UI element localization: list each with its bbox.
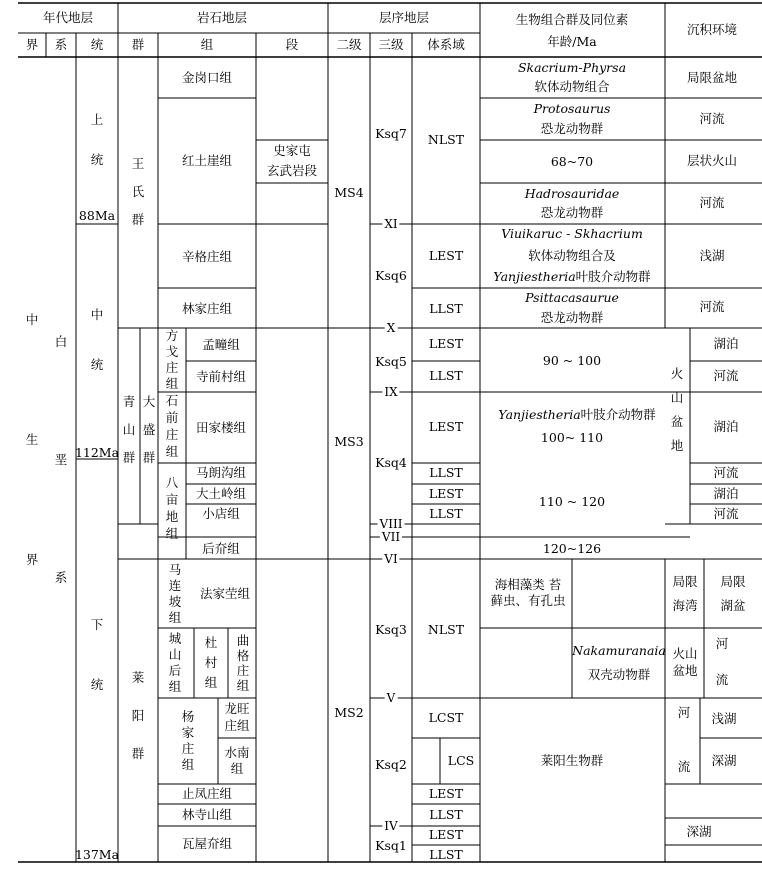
- fm-xingezhuang: 辛格庄组: [181, 249, 233, 264]
- fm-chengshanhou: 城山后组: [168, 631, 182, 694]
- group-laiyang: 莱阳群: [131, 670, 145, 761]
- boundary-viii: VIII: [379, 517, 403, 531]
- age-137: 137Ma: [74, 847, 120, 862]
- env-deep-lake-2: 深湖: [686, 824, 712, 839]
- tract-lcs: LCS: [447, 753, 475, 768]
- bio-psittacasaurue: Psittacasaurue: [525, 290, 619, 305]
- header-era: 年代地层: [42, 10, 94, 25]
- header-bio: 生物组合群及同位素: [515, 12, 629, 27]
- fm-zhifengzhuang: 止凤庄组: [181, 786, 233, 801]
- bio-mollusc-2: 软体动物组合及: [528, 248, 616, 263]
- bio-marine-algae: 海相藻类 苔: [494, 577, 562, 592]
- fm-shiqianzhuang: 石前庄组: [165, 393, 179, 459]
- env-river-2: 河流: [699, 195, 725, 210]
- env-deep-lake: 深湖: [711, 753, 737, 768]
- header-duan: 段: [285, 37, 299, 52]
- fm-longwangzhuang-1: 龙旺: [224, 701, 250, 716]
- fm-hongtuya: 红土崖组: [181, 153, 233, 168]
- fm-siqiancun: 寺前村组: [195, 369, 247, 384]
- env-river-8: 河流: [677, 705, 691, 774]
- seq-ms3: MS3: [334, 434, 364, 449]
- mbr-xuanwuyan: 玄武岩段: [266, 163, 318, 178]
- bio-yanjiestheria-1: Yanjiestheria叶肢介动物群: [493, 269, 651, 284]
- lower-series-label: 下统: [90, 617, 104, 692]
- env-river-5: 河流: [713, 465, 739, 480]
- fm-mengtong: 孟疃组: [202, 337, 240, 352]
- tract-nlst-1: NLST: [427, 132, 465, 147]
- fm-tianjialou: 田家楼组: [195, 420, 247, 435]
- age-88: 88Ma: [78, 208, 116, 223]
- tract-lest-1: LEST: [428, 248, 464, 263]
- boundary-vii: VII: [381, 530, 401, 544]
- mbr-shijiatun: 史家屯: [273, 143, 311, 158]
- tract-lest-4: LEST: [428, 486, 464, 501]
- boundary-xi: XI: [384, 217, 398, 231]
- boundary-v: V: [386, 691, 396, 705]
- header-xi: 系: [54, 37, 68, 52]
- fm-houyu: 后夼组: [202, 541, 240, 556]
- env-river-1: 河流: [699, 111, 725, 126]
- upper-series-label: 上统: [90, 112, 104, 167]
- group-qingshan: 青山群: [122, 394, 136, 465]
- fm-wawuyu: 瓦屋夼组: [181, 836, 233, 851]
- header-seq: 层序地层: [378, 10, 430, 25]
- tract-lcst: LCST: [428, 710, 464, 725]
- fm-linjiazhuang: 林家庄组: [181, 301, 233, 316]
- bio-dinosaur-3: 恐龙动物群: [540, 310, 604, 325]
- fm-malanggou: 马朗沟组: [195, 465, 247, 480]
- env-shallow-lake-2: 浅湖: [711, 711, 737, 726]
- fm-fajiaying: 法家茔组: [199, 586, 251, 601]
- bio-bivalve: 双壳动物群: [587, 667, 651, 682]
- bio-yanjiestheria-2: Yanjiestheria叶肢介动物群: [498, 407, 656, 422]
- fm-datuling: 大土岭组: [195, 486, 247, 501]
- group-wangshi: 王氏群: [131, 156, 145, 227]
- header-qun: 群: [131, 37, 145, 52]
- tract-nlst-2: NLST: [427, 622, 465, 637]
- fm-longwangzhuang-2: 庄组: [224, 718, 250, 733]
- env-restricted-basin: 局限盆地: [686, 70, 738, 85]
- seq-ksq7: Ksq7: [375, 126, 407, 141]
- env-lake-3: 湖泊: [713, 486, 739, 501]
- bio-age-110: 110 ~ 120: [538, 494, 606, 509]
- fm-yangjiazhuang: 杨家庄组: [181, 709, 195, 772]
- env-volcanic-basin-2: 火山盆地: [672, 646, 698, 678]
- env-lake-2: 湖泊: [713, 419, 739, 434]
- bio-nakamuranaia: Nakamuranaia: [572, 643, 666, 658]
- header-bio-age: 年龄/Ma: [547, 34, 597, 49]
- age-112: 112Ma: [74, 445, 120, 460]
- tract-lest-6: LEST: [428, 827, 464, 842]
- env-restricted-lake-basin: 局限湖盆: [720, 574, 746, 613]
- header-erji: 二级: [336, 37, 362, 52]
- fm-qugezhuang: 曲格庄组: [236, 633, 250, 693]
- fm-jingangkou: 金岗口组: [181, 70, 233, 85]
- tract-llst-3: LLST: [429, 465, 463, 480]
- bio-dinosaur-1: 恐龙动物群: [540, 121, 604, 136]
- header-zu: 组: [200, 37, 214, 52]
- env-strato-volcano: 层状火山: [686, 153, 738, 168]
- bio-skacrium: Skacrium-Phyrsa: [517, 60, 627, 75]
- tract-llst-1: LLST: [429, 301, 463, 316]
- fm-linsishan: 林寺山组: [181, 807, 233, 822]
- seq-ksq6: Ksq6: [375, 268, 407, 283]
- fm-shuinan: 水南组: [224, 745, 250, 776]
- tract-lest-3: LEST: [428, 419, 464, 434]
- bio-laiyang-biota: 莱阳生物群: [540, 753, 604, 768]
- fm-malianpo: 马连坡组: [168, 562, 182, 625]
- env-shallow-lake: 浅湖: [699, 248, 725, 263]
- header-jie: 界: [25, 37, 39, 52]
- tract-lest-2: LEST: [428, 336, 464, 351]
- bio-age-100: 100~ 110: [540, 430, 604, 445]
- bio-age-90: 90 ~ 100: [542, 353, 602, 368]
- boundary-ix: IX: [384, 385, 398, 399]
- env-river-7: 河流: [715, 636, 729, 687]
- seq-ksq4: Ksq4: [375, 455, 407, 470]
- env-lake-1: 湖泊: [713, 336, 739, 351]
- tract-llst-6: LLST: [429, 847, 463, 862]
- fm-xiaodian: 小店组: [202, 506, 240, 521]
- middle-series-label: 中统: [90, 307, 104, 372]
- bio-viuikaruc: Viuikaruc - Skhacrium: [501, 226, 643, 241]
- seq-ksq5: Ksq5: [375, 354, 407, 369]
- tract-lest-5: LEST: [428, 786, 464, 801]
- bio-dinosaur-2: 恐龙动物群: [540, 205, 604, 220]
- header-tong: 统: [90, 37, 104, 52]
- env-river-6: 河流: [713, 506, 739, 521]
- seq-ms4: MS4: [334, 185, 364, 200]
- fm-fanggezhuang: 方戈庄组: [165, 328, 179, 391]
- bio-bryozoa: 藓虫、有孔虫: [490, 593, 566, 608]
- seq-ksq2: Ksq2: [375, 757, 407, 772]
- bio-mollusc-1: 软体动物组合: [534, 79, 610, 94]
- boundary-x: X: [386, 321, 396, 335]
- env-river-3: 河流: [699, 299, 725, 314]
- bio-age-68: 68~70: [550, 154, 594, 169]
- erathem-label: 中生界: [25, 312, 39, 567]
- tract-llst-5: LLST: [429, 807, 463, 822]
- header-rock: 岩石地层: [196, 10, 248, 25]
- bio-protosaurus: Protosaurus: [533, 101, 611, 116]
- fm-balishan: 八亩地组: [165, 475, 179, 541]
- bio-age-120: 120~126: [542, 541, 602, 556]
- boundary-iv: IV: [384, 819, 398, 833]
- system-label: 白垩系: [54, 334, 68, 585]
- header-env: 沉积环境: [686, 22, 738, 37]
- env-restricted-bay: 局限海湾: [672, 574, 698, 613]
- seq-ms2: MS2: [334, 705, 364, 720]
- header-sanji: 三级: [378, 37, 404, 52]
- fm-ducun: 杜村组: [204, 635, 218, 690]
- env-river-4: 河流: [713, 368, 739, 383]
- seq-ksq1: Ksq1: [375, 838, 407, 853]
- bio-hadrosauridae: Hadrosauridae: [524, 186, 620, 201]
- seq-ksq3: Ksq3: [375, 622, 407, 637]
- boundary-vi: VI: [384, 552, 398, 566]
- header-tixi: 体系域: [427, 37, 465, 52]
- tract-llst-4: LLST: [429, 506, 463, 521]
- tract-llst-2: LLST: [429, 368, 463, 383]
- group-dasheng: 大盛群: [142, 394, 156, 465]
- env-volcanic-basin: 火山盆地: [670, 366, 684, 453]
